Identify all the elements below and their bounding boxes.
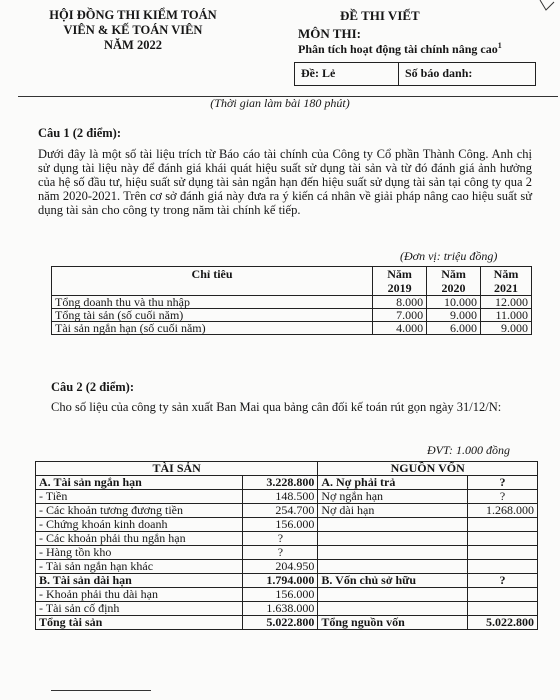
- source-value: ?: [468, 476, 538, 490]
- council-line-1: HỘI ĐỒNG THI KIỂM TOÁN: [49, 8, 217, 22]
- source-value: [468, 532, 538, 546]
- question-1-unit: (Đơn vị: triệu đồng): [400, 249, 498, 263]
- asset-label: - Tài sản ngắn hạn khác: [36, 560, 243, 574]
- council-header: [18, 8, 248, 53]
- corner-scribble-icon: [534, 0, 560, 18]
- source-value: [468, 560, 538, 574]
- candidate-number-label: Số báo danh:: [405, 66, 473, 80]
- table-row: [36, 560, 538, 574]
- asset-value: ?: [243, 532, 318, 546]
- source-value: [468, 602, 538, 616]
- question-2-title: Câu 2 (2 điểm):: [51, 380, 134, 394]
- asset-value: ?: [243, 546, 318, 560]
- asset-label: - Hàng tồn kho: [36, 546, 243, 560]
- asset-value: 156.000: [243, 518, 318, 532]
- table-row: [36, 616, 538, 630]
- subject-name-text: Phân tích hoạt động tài chính nâng cao: [298, 42, 498, 56]
- cell-value: 4.000: [373, 322, 427, 335]
- asset-value: 156.000: [243, 588, 318, 602]
- cell-value: 8.000: [373, 296, 427, 309]
- cell-value: 12.000: [481, 296, 532, 309]
- assets-header: TÀI SẢN: [36, 462, 318, 476]
- asset-label: A. Tài sản ngắn hạn: [36, 476, 243, 490]
- row-label: Tài sản ngắn hạn (số cuối năm): [52, 322, 373, 335]
- source-label: [318, 602, 468, 616]
- source-value: 5.022.800: [468, 616, 538, 630]
- asset-value: 204.950: [243, 560, 318, 574]
- source-value: [468, 588, 538, 602]
- asset-label: - Chứng khoán kinh doanh: [36, 518, 243, 532]
- table-row: [52, 309, 532, 322]
- cell-value: 11.000: [481, 309, 532, 322]
- table-row: [36, 504, 538, 518]
- source-value: ?: [468, 574, 538, 588]
- asset-label: Tổng tài sản: [36, 616, 243, 630]
- source-label: Nợ ngắn hạn: [318, 490, 468, 504]
- exam-code-box: [294, 62, 536, 86]
- subject-footnote: 1: [497, 41, 502, 50]
- asset-label: - Các khoản tương đương tiền: [36, 504, 243, 518]
- exam-variant: Đề: Lẻ: [295, 63, 399, 85]
- asset-value: 3.228.800: [243, 476, 318, 490]
- question-2-text: Cho số liệu của công ty sản xuất Ban Mai qua bảng cân đối kế toán rút gọn ngày 31/12/N:: [51, 400, 502, 414]
- asset-label: - Khoản phải thu dài hạn: [36, 588, 243, 602]
- table-row: [36, 602, 538, 616]
- cell-value: 10.000: [427, 296, 481, 309]
- asset-value: 1.638.000: [243, 602, 318, 616]
- source-label: Tổng nguồn vốn: [318, 616, 468, 630]
- table-row: [36, 532, 538, 546]
- asset-value: 148.500: [243, 490, 318, 504]
- question-1-text: Dưới đây là một số tài liệu trích từ Báo cáo tài chính của Công ty Cổ phần Thành Công. Anh chị sử dụng tài liệu này để đánh giá khái quát hiệu suất sử dụng tài sản và từ đó đánh giá ảnh hưởng của hệ số đầu tư, hiệu suất sử dụng tài sản ngắn hạn đến hiệu suất sử dụng tài sản tại công ty qua 2 năm 2020-2021. Trên cơ sở đánh giá này đưa ra ý kiến cá nhân về giải pháp nâng cao hiệu suất sử dụng tài sản cho công ty trong năm tài chính kế tiếp.: [38, 147, 532, 217]
- row-label: Tổng tài sản (số cuối năm): [52, 309, 373, 322]
- table-row: [36, 574, 538, 588]
- question-1-table: [51, 266, 532, 335]
- cell-value: 6.000: [427, 322, 481, 335]
- cell-value: 7.000: [373, 309, 427, 322]
- exam-type: ĐỀ THI VIẾT: [340, 8, 420, 23]
- cell-value: 9.000: [427, 309, 481, 322]
- source-label: [318, 588, 468, 602]
- asset-label: - Tiền: [36, 490, 243, 504]
- source-label: Nợ dài hạn: [318, 504, 468, 518]
- subject-name: [298, 41, 502, 57]
- source-value: [468, 518, 538, 532]
- table-row: [52, 296, 532, 309]
- source-label: B. Vốn chủ sở hữu: [318, 574, 468, 588]
- table-row: [36, 518, 538, 532]
- table-row: [36, 588, 538, 602]
- question-2-unit: ĐVT: 1.000 đồng: [427, 443, 511, 457]
- cell-value: 9.000: [481, 322, 532, 335]
- column-header-2020: Năm 2020: [427, 267, 481, 296]
- balance-sheet-table: [35, 461, 538, 630]
- table-row: [52, 322, 532, 335]
- table-row: [36, 476, 538, 490]
- asset-value: 5.022.800: [243, 616, 318, 630]
- column-header-2021: Năm 2021: [481, 267, 532, 296]
- question-1-title: Câu 1 (2 điểm):: [38, 126, 121, 140]
- asset-label: - Tài sản cố định: [36, 602, 243, 616]
- balance-sheet-body: [36, 476, 538, 630]
- time-note: (Thời gian làm bài 180 phút): [210, 96, 350, 110]
- footnote-rule: [51, 690, 151, 691]
- source-value: ?: [468, 490, 538, 504]
- asset-label: - Các khoản phải thu ngắn hạn: [36, 532, 243, 546]
- column-header-2019: Năm 2019: [373, 267, 427, 296]
- asset-value: 1.794.000: [243, 574, 318, 588]
- council-line-2: VIÊN & KẾ TOÁN VIÊN: [63, 23, 203, 37]
- table-header-row: [36, 462, 538, 476]
- row-label: Tổng doanh thu và thu nhập: [52, 296, 373, 309]
- table-row: [36, 546, 538, 560]
- council-year: NĂM 2022: [104, 38, 162, 52]
- column-header-indicator: Chỉ tiêu: [52, 267, 373, 296]
- source-label: [318, 546, 468, 560]
- source-label: [318, 518, 468, 532]
- table-header-row: [52, 267, 532, 296]
- source-label: [318, 532, 468, 546]
- table-row: [36, 490, 538, 504]
- source-value: 1.268.000: [468, 504, 538, 518]
- asset-value: 254.700: [243, 504, 318, 518]
- source-label: A. Nợ phải trả: [318, 476, 468, 490]
- source-value: [468, 546, 538, 560]
- source-label: [318, 560, 468, 574]
- subject-label: MÔN THI:: [298, 26, 361, 41]
- asset-label: B. Tài sản dài hạn: [36, 574, 243, 588]
- sources-header: NGUỒN VỐN: [318, 462, 538, 476]
